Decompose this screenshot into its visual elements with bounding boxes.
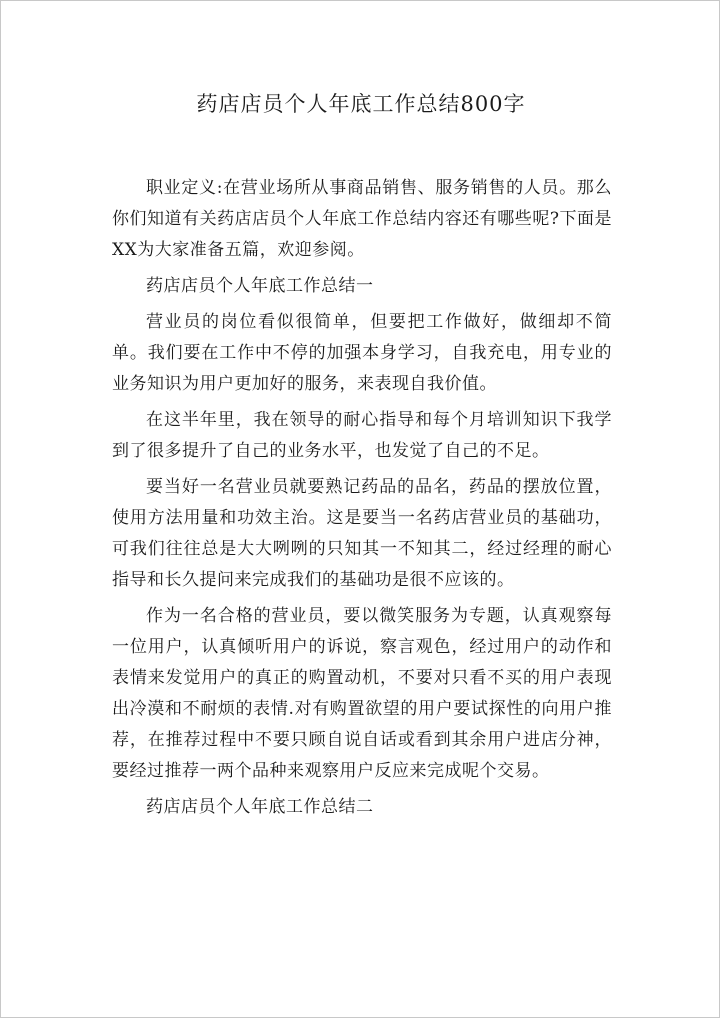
body-paragraph: 营业员的岗位看似很简单，但要把工作做好，做细却不简单。我们要在工作中不停的加强本身学习，自我充电，用专业的业务知识为用户更加好的服务，来表现自我价值。 <box>112 312 612 394</box>
section-heading-1: 药店店员个人年底工作总结一 <box>146 276 374 296</box>
section-heading-2: 药店店员个人年底工作总结二 <box>146 797 374 817</box>
document-body <box>112 173 612 828</box>
body-paragraph: 要当好一名营业员就要熟记药品的品名，药品的摆放位置，使用方法用量和功效主治。这是要当一名药店营业员的基础功，可我们往往总是大大咧咧的只知其一不知其二，经过经理的耐心指导和长久提问来完成我们的基础功是很不应该的。 <box>112 477 612 590</box>
body-paragraph: 在这半年里，我在领导的耐心指导和每个月培训知识下我学到了很多提升了自己的业务水平，也发觉了自己的不足。 <box>112 410 612 461</box>
document-title: 药店店员个人年底工作总结800字 <box>196 92 526 116</box>
body-paragraph: 作为一名合格的营业员，要以微笑服务为专题，认真观察每一位用户，认真倾听用户的诉说，察言观色，经过用户的动作和表情来发觉用户的真正的购置动机，不要对只看不买的用户表现出冷漠和不耐烦的表情.对有购置欲望的用户要试探性的向用户推荐，在推荐过程中不要只顾自说自话或看到其余用户进店分神，要经过推荐一两个品种来观察用户反应来完成呢个交易。 <box>112 606 612 781</box>
intro-paragraph: 职业定义:在营业场所从事商品销售、服务销售的人员。那么你们知道有关药店店员个人年底工作总结内容还有哪些呢?下面是XX为大家准备五篇，欢迎参阅。 <box>112 178 612 260</box>
